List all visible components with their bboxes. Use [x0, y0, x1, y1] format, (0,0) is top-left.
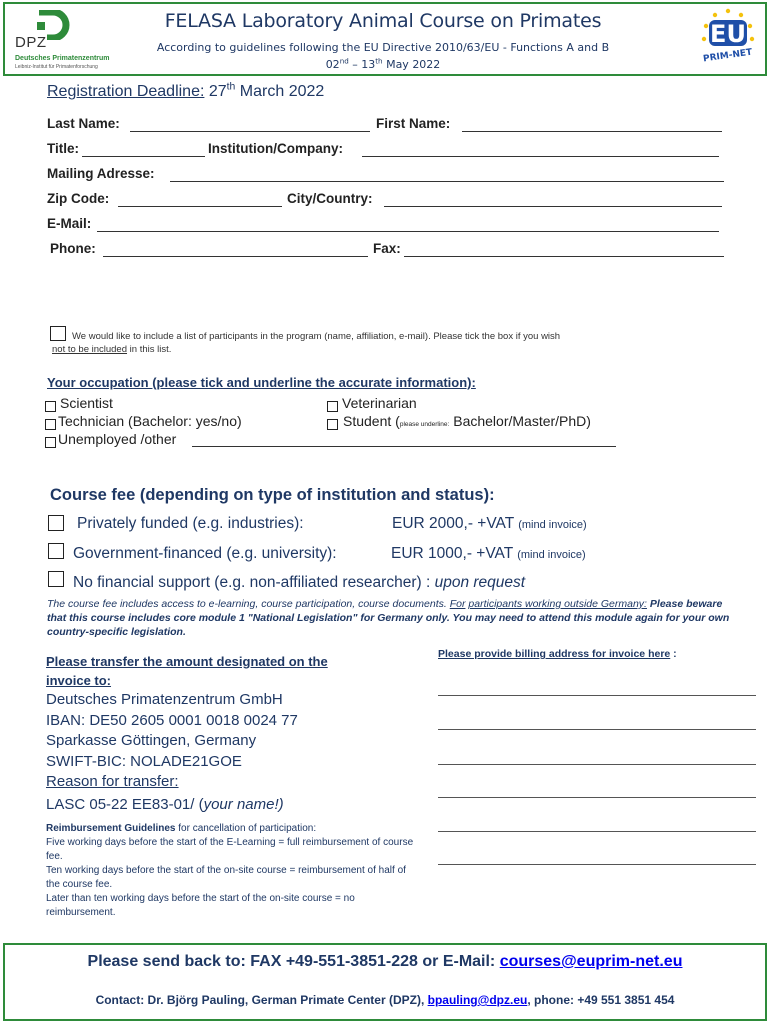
phone-label: Phone: [50, 241, 96, 256]
student-label: Student (please underline: Bachelor/Master/PhD) [343, 413, 591, 429]
email-field[interactable] [97, 231, 719, 232]
recipient: Deutsches Primatenzentrum GmbH [46, 691, 283, 708]
course-subtitle: According to guidelines following the EU Directive 2010/63/EU - Functions A and B [156, 41, 610, 54]
svg-text:PRIM-NET: PRIM-NET [702, 47, 753, 65]
logo-name: Deutsches Primatenzentrum [15, 55, 110, 62]
mailing-label: Mailing Adresse: [47, 166, 155, 181]
billing-address-line-2[interactable] [438, 729, 756, 730]
technician-checkbox[interactable] [45, 419, 56, 430]
course-title: FELASA Laboratory Animal Course on Primates [164, 10, 602, 32]
logo-acronym: DPZ [15, 34, 47, 51]
technician-label: Technician (Bachelor: yes/no) [58, 413, 242, 429]
registration-deadline: Registration Deadline: 27th March 2022 [47, 81, 325, 100]
zip-field[interactable] [118, 206, 282, 207]
unemployed-label: Unemployed /other [58, 431, 177, 447]
gov-fee-checkbox[interactable] [48, 543, 64, 559]
fee-description: The course fee includes access to e-learning, course participation, course documents. For participants working outside Germany: Please beware that this course includes core module 1 "National Legislation" for Germany only. You may need to attend this module again for your own country-specific legislation. [47, 598, 730, 638]
reimbursement-guidelines: Reimbursement Guidelines for cancellation of participation: Five working days before the start of the E-Learning = full reimbursement of course fee. Ten working days before the start of the on-site course = reimbursement of half of the course fee. Later than ten working days before the start of the on-site course = no reimbursement. [46, 823, 414, 918]
zip-label: Zip Code: [47, 191, 110, 206]
email-label: E-Mail: [47, 216, 92, 231]
student-checkbox[interactable] [327, 419, 338, 430]
last-name-field[interactable] [130, 131, 370, 132]
other-occupation-field[interactable] [192, 446, 616, 447]
billing-address-line-1[interactable] [438, 695, 756, 696]
institution-field[interactable] [362, 156, 719, 157]
first-name-field[interactable] [462, 131, 722, 132]
swift-bic: SWIFT-BIC: NOLADE21GOE [46, 752, 242, 770]
veterinarian-label: Veterinarian [342, 395, 417, 411]
city-label: City/Country: [287, 191, 373, 206]
svg-text:EU: EU [710, 20, 746, 48]
fax-field[interactable] [404, 256, 724, 257]
billing-address-line-5[interactable] [438, 831, 756, 832]
no-support-label: No financial support (e.g. non-affiliated researcher) : upon request [73, 574, 526, 591]
gov-fee-label: Government-financed (e.g. university): [73, 545, 337, 562]
institution-label: Institution/Company: [208, 141, 343, 156]
private-fee-checkbox[interactable] [48, 515, 64, 531]
title-label: Title: [47, 141, 80, 156]
reason-reference: LASC 05-22 EE83-01/ (your name!) [46, 795, 284, 813]
unemployed-checkbox[interactable] [45, 437, 56, 448]
participants-notice-line2: not to be included in this list. [52, 344, 172, 355]
header-banner [3, 2, 767, 76]
transfer-heading-1: Please transfer the amount designated on the [46, 654, 328, 669]
city-field[interactable] [384, 206, 722, 207]
course-dates: 02nd – 13th May 2022 [325, 56, 441, 71]
bank-transfer-block [46, 652, 416, 813]
scientist-label: Scientist [60, 395, 113, 411]
title-field[interactable] [82, 156, 205, 157]
transfer-heading-2: invoice to: [46, 673, 112, 688]
billing-address-line-4[interactable] [438, 797, 756, 798]
eu-primnet-logo-icon [697, 6, 759, 68]
bank-name: Sparkasse Göttingen, Germany [46, 732, 257, 749]
participants-notice-line1: We would like to include a list of participants in the program (name, affiliation, e-mail). Please tick the box if you wish [72, 331, 561, 342]
reason-label: Reason for transfer: [46, 773, 179, 790]
logo-tagline: Leibniz-Institut für Primatenforschung [15, 64, 98, 70]
private-fee-label: Privately funded (e.g. industries): [77, 515, 304, 532]
iban: IBAN: DE50 2605 0001 0018 0024 77 [46, 711, 298, 729]
billing-address-label: Please provide billing address for invoice here : [438, 648, 677, 660]
contact-email-link[interactable]: bpauling@dpz.eu [427, 993, 528, 1007]
exclude-from-list-checkbox[interactable] [50, 326, 66, 341]
no-support-checkbox[interactable] [48, 571, 64, 587]
last-name-label: Last Name: [47, 116, 120, 131]
send-back-info: Please send back to: FAX +49-551-3851-228 or E-Mail: courses@euprim-net.eu [87, 953, 683, 970]
footer-contact-box [3, 943, 767, 1021]
phone-field[interactable] [103, 256, 368, 257]
courses-email-link[interactable]: courses@euprim-net.eu [499, 953, 683, 970]
occupation-heading: Your occupation (please tick and underline the accurate information): [47, 375, 476, 390]
scientist-checkbox[interactable] [45, 401, 56, 412]
veterinarian-checkbox[interactable] [327, 401, 338, 412]
first-name-label: First Name: [376, 116, 451, 131]
mailing-field[interactable] [170, 181, 724, 182]
course-fee-heading: Course fee (depending on type of institution and status): [50, 486, 495, 504]
fax-label: Fax: [373, 241, 401, 256]
private-fee-price: EUR 2000,- +VAT (mind invoice) [392, 515, 587, 532]
billing-address-line-3[interactable] [438, 764, 756, 765]
contact-info: Contact: Dr. Björg Pauling, German Primate Center (DPZ), bpauling@dpz.eu, phone: +49 551 3851 454 [95, 993, 675, 1007]
billing-address-line-6[interactable] [438, 864, 756, 865]
gov-fee-price: EUR 1000,- +VAT (mind invoice) [391, 545, 586, 562]
